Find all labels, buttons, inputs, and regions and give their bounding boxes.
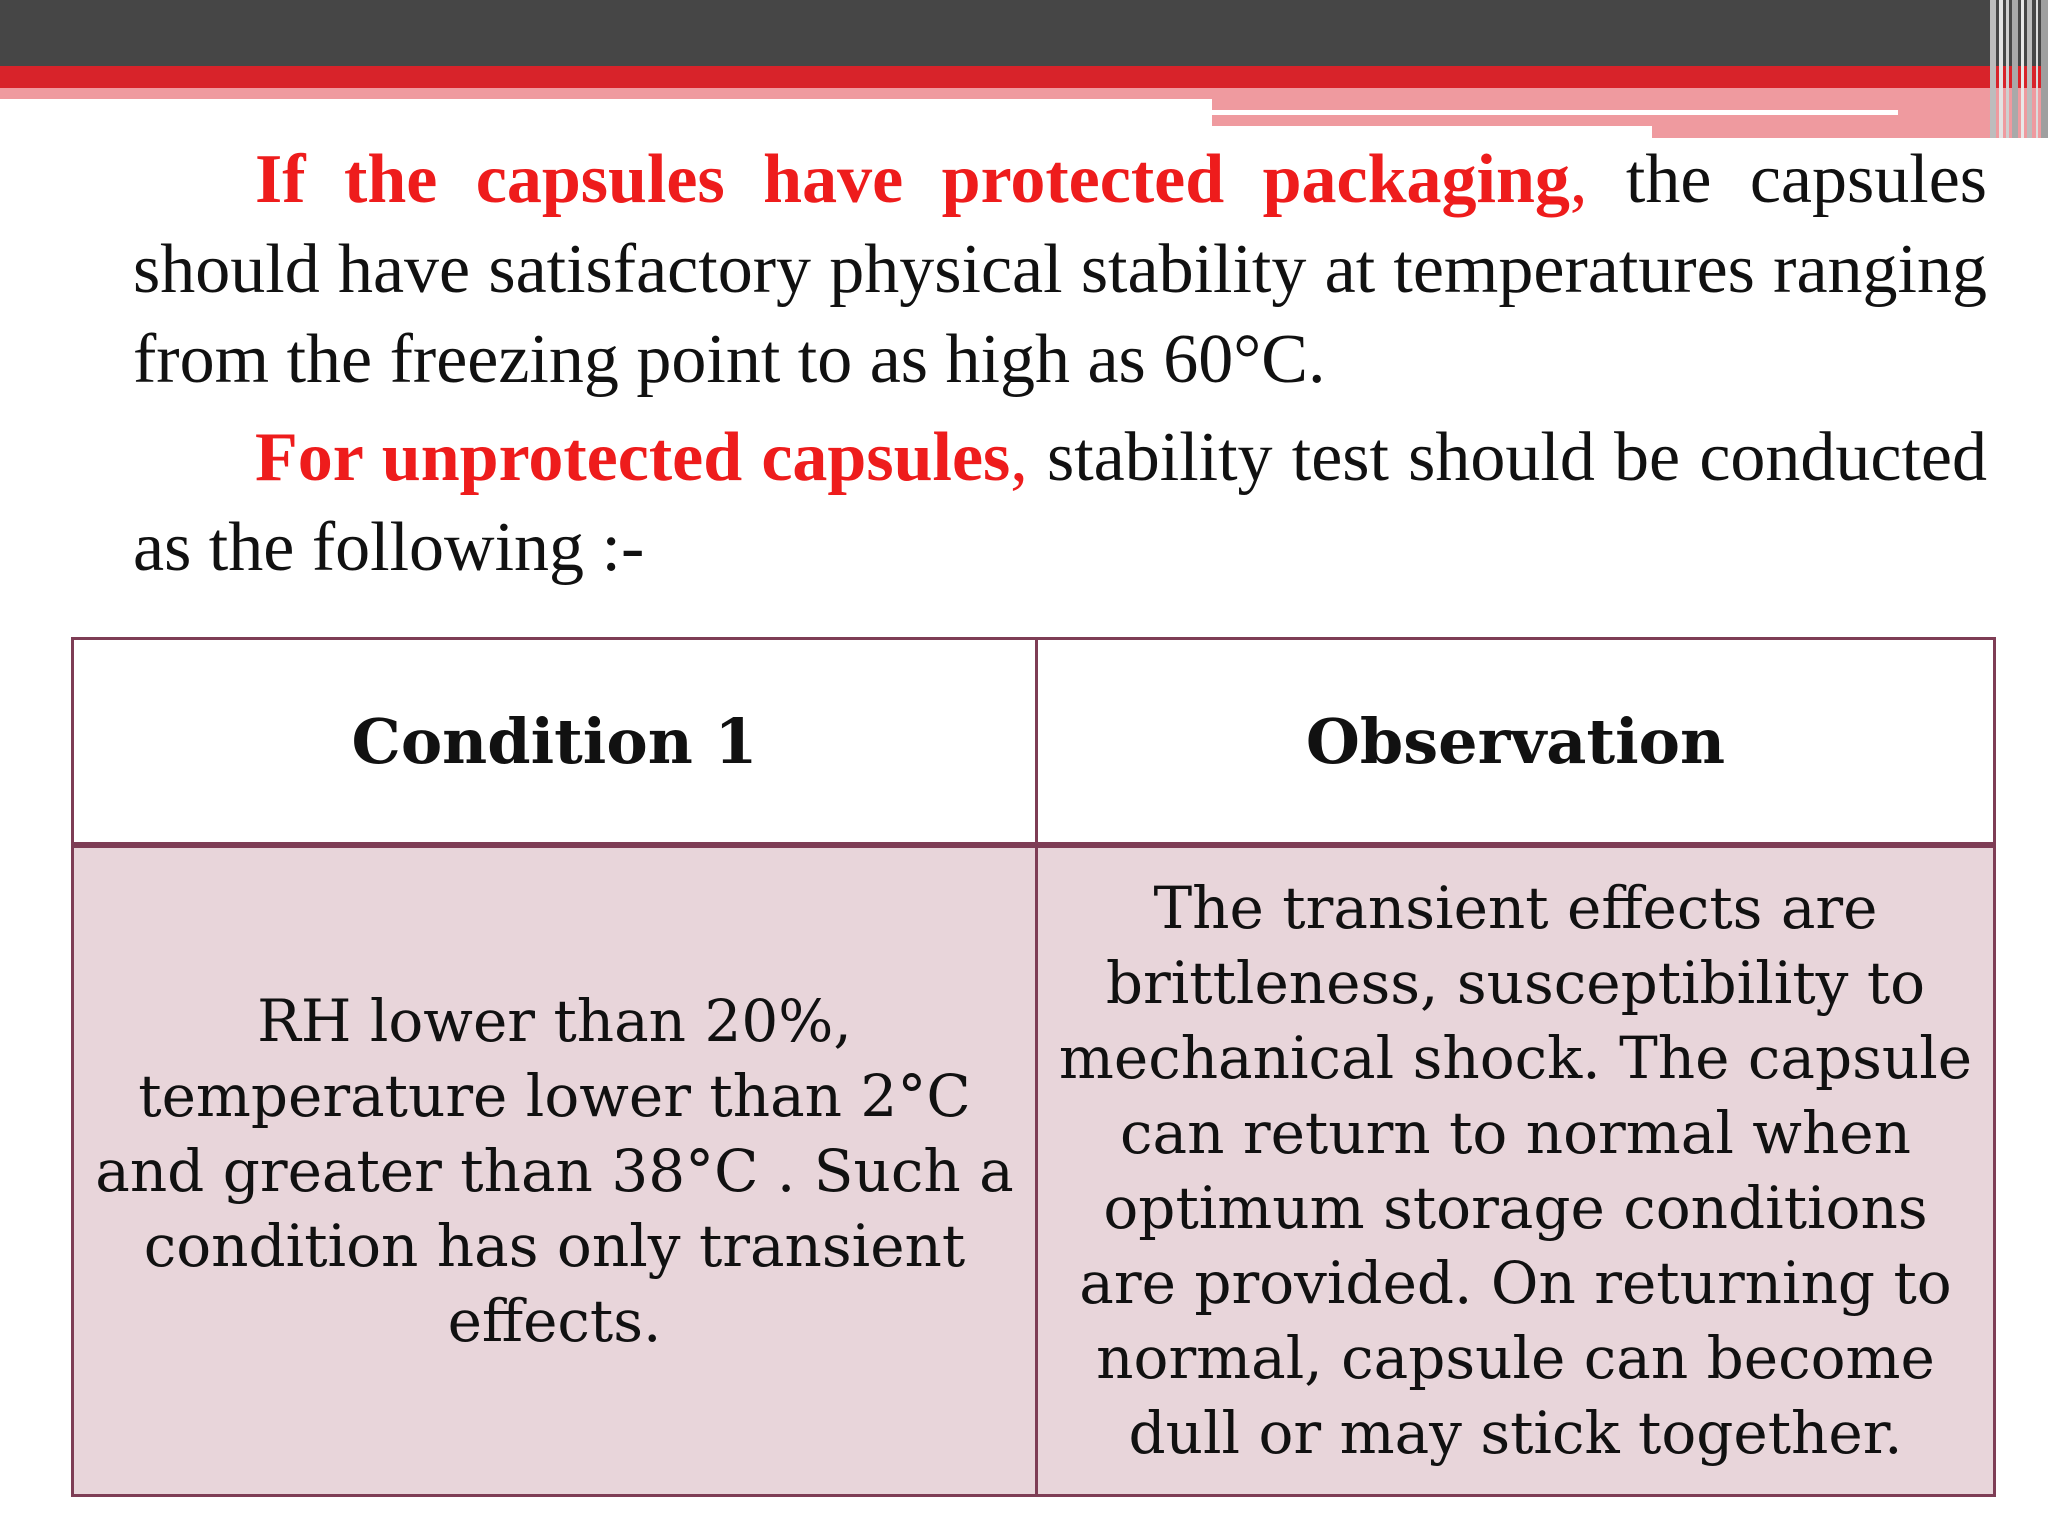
cell-observation: The transient effects are brittleness, susceptibility to mechanical shock. The capsule can return to normal when optimum storage conditions are provided. On returning to normal, capsule can become dull or may stick together. [1037, 845, 1995, 1496]
highlight-comma: , [1569, 141, 1588, 218]
cell-condition: RH lower than 20%, temperature lower than 2°C and greater than 38°C . Such a condition has only transient effects. [73, 845, 1037, 1496]
header-condition: Condition 1 [73, 639, 1037, 846]
corner-stripe [2036, 0, 2038, 138]
header-accent-line [1212, 110, 1898, 115]
corner-stripe [2041, 0, 2048, 138]
corner-stripe [2021, 0, 2024, 138]
paragraph-text: the capsules should have satisfactory physical stability at temperatures ranging from the freezing point to as high as 60°C. [133, 141, 1988, 398]
header-bar-dark [0, 0, 2048, 66]
highlight-unprotected-capsules: For unprotected capsules [255, 419, 1011, 496]
highlight-comma: , [1010, 419, 1028, 496]
paragraph-unprotected-capsules [133, 413, 1987, 593]
header-bar-red [0, 66, 2048, 88]
corner-stripe [1990, 0, 1996, 138]
header-bar-pink-left [0, 88, 1212, 99]
highlight-protected-packaging: If the capsules have protected packaging [255, 141, 1570, 218]
corner-stripe [2027, 0, 2032, 138]
corner-stripe [2006, 0, 2009, 138]
paragraph-protected-packaging [133, 135, 1987, 405]
corner-stripe [1999, 0, 2003, 138]
table-header-row [73, 639, 1995, 846]
header-observation: Observation [1037, 639, 1995, 846]
corner-stripe [2012, 0, 2018, 138]
paragraph-text: stability test should be conducted as the following :- [133, 419, 1987, 586]
stability-table [71, 637, 1996, 1497]
table-row [73, 845, 1995, 1496]
